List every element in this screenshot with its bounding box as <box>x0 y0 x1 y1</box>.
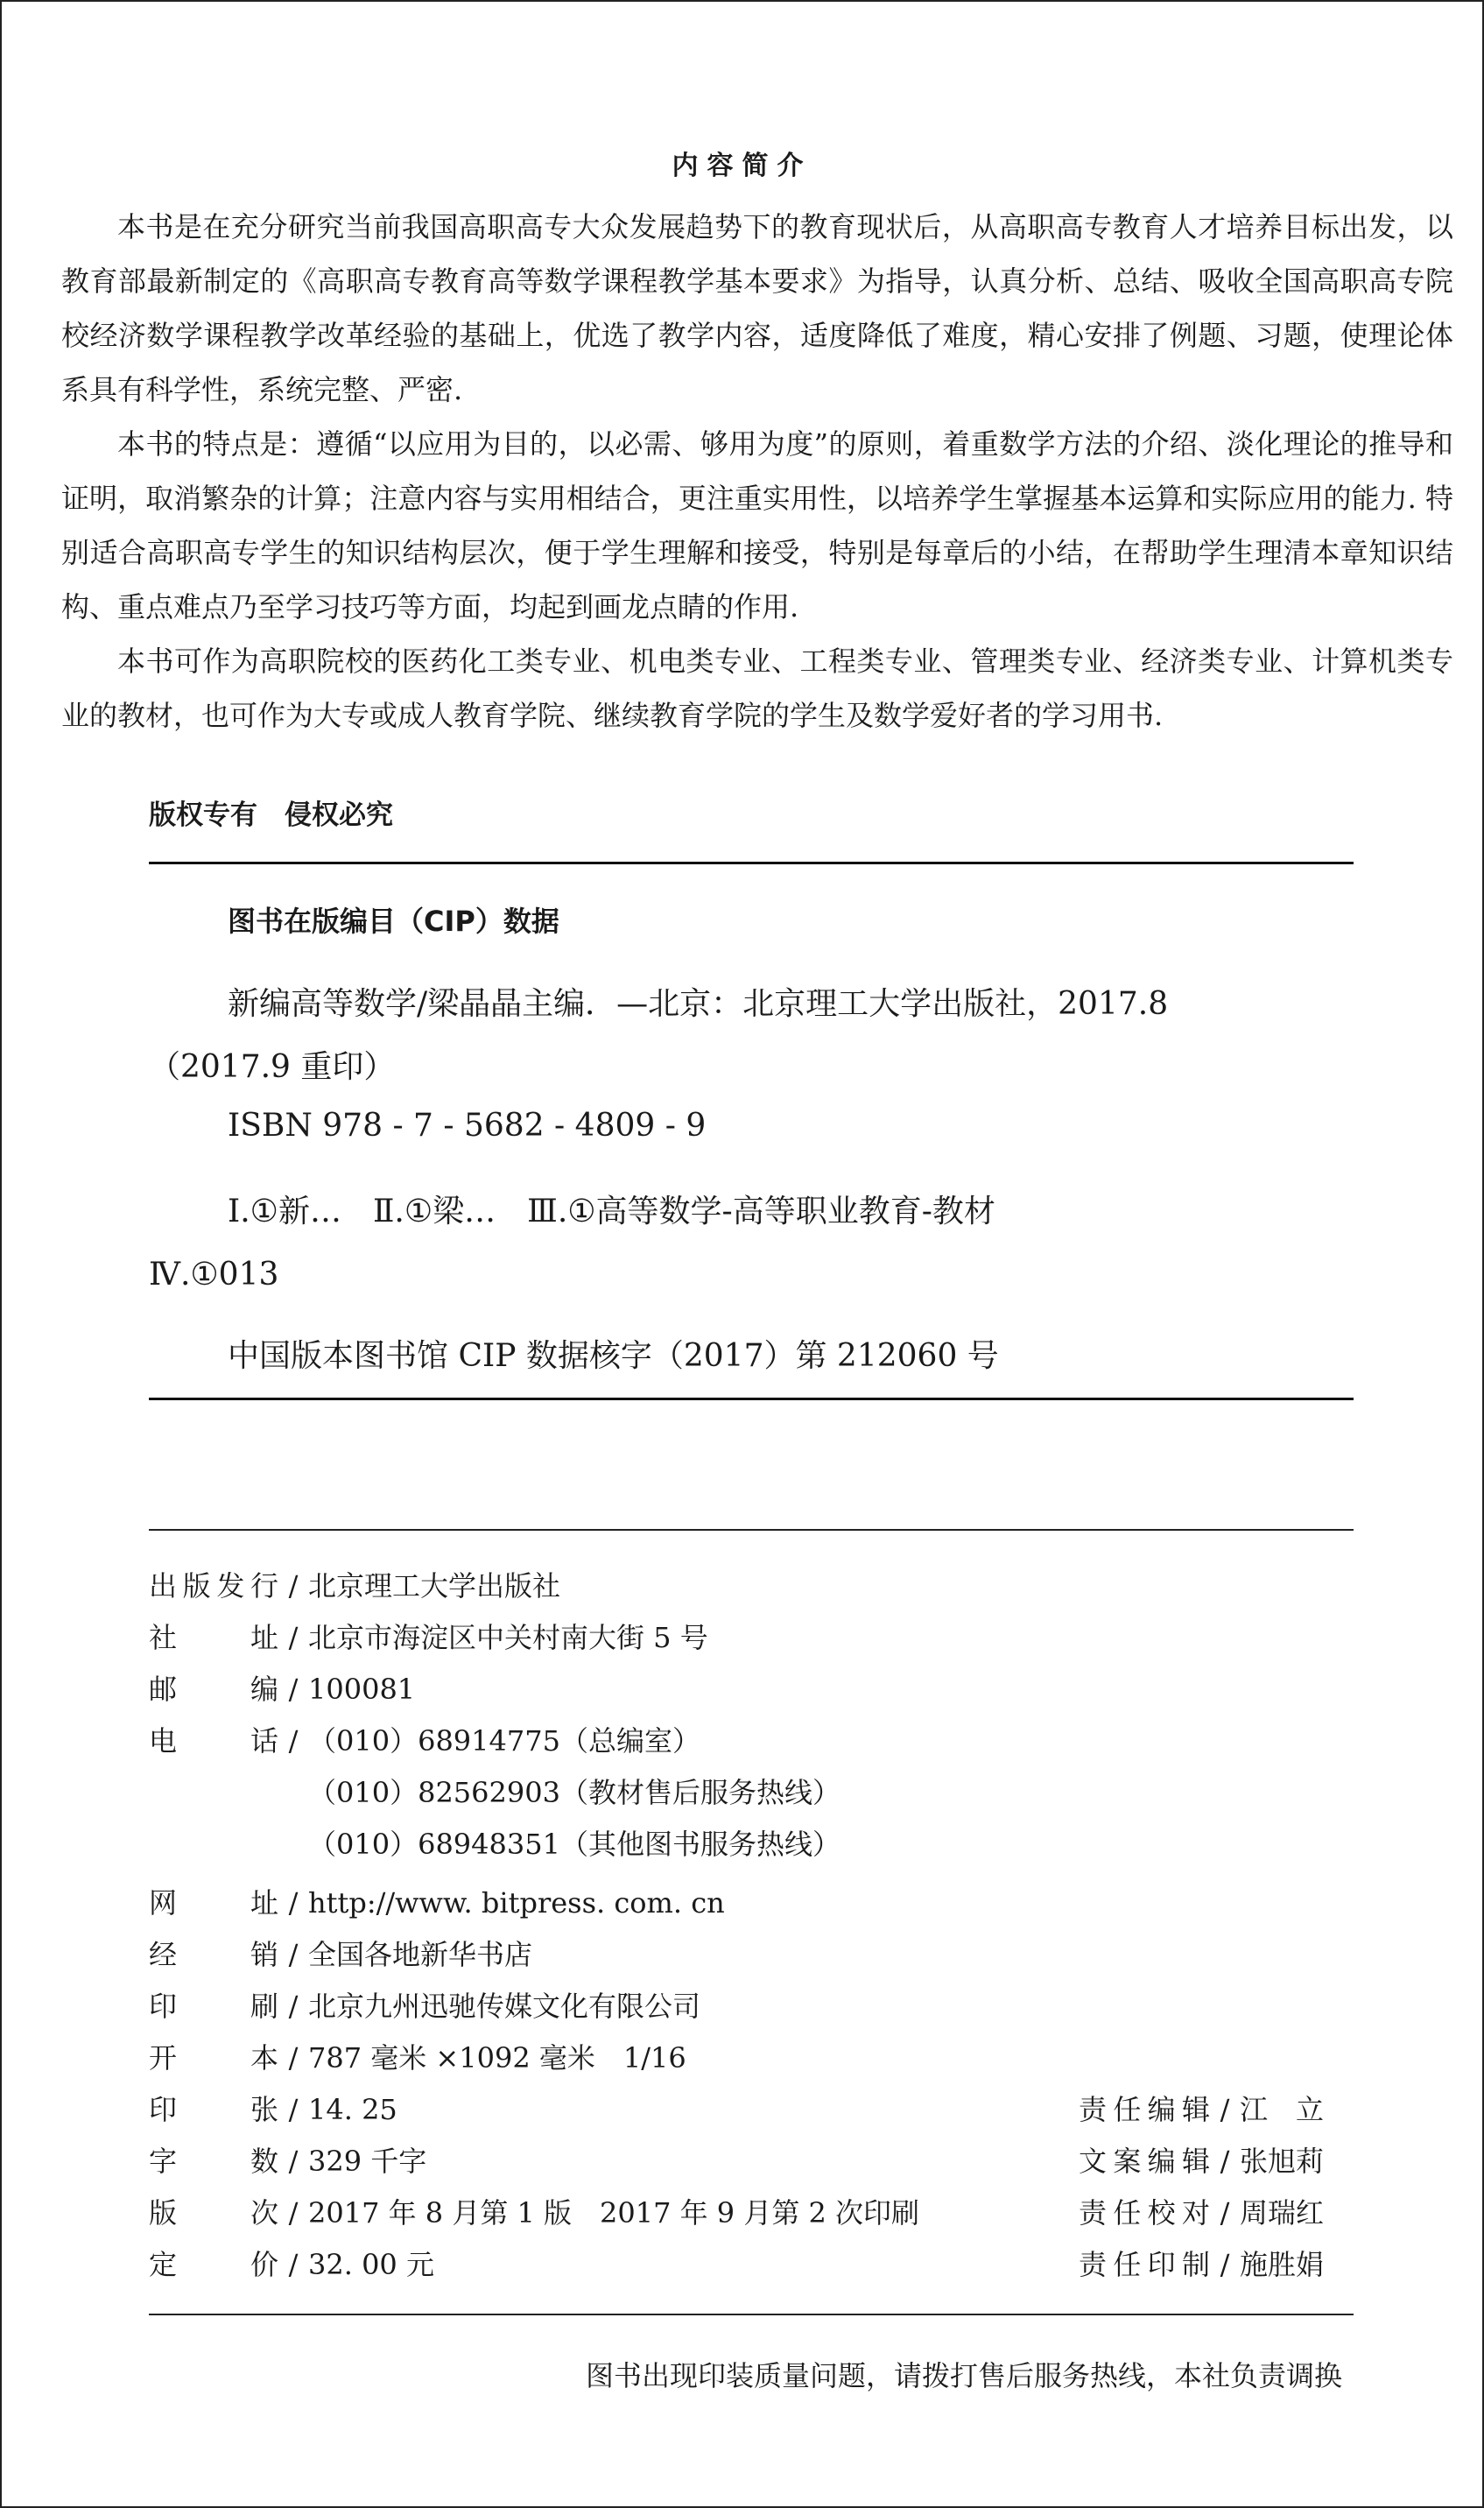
copyright-notice: 版权专有 侵权必究 <box>149 800 393 831</box>
intro-paragraph: 本书是在充分研究当前我国高职高专大众发展趋势下的教育现状后，从高职高专教育人才培养目标出发，以教育部最新制定的《高职高专教育高等数学课程教学基本要求》为指导，认真分析、总结、吸收全国高职高专院校经济数学课程教学改革经验的基础上，优选了教学内容，适度降低了难度，精心安排了例题、习题，使理论体系具有科学性，系统完整、严密. <box>61 210 1453 406</box>
separator: / <box>288 2093 299 2126</box>
printing-row <box>149 1984 700 2025</box>
intro-paragraph: 本书可作为高职院校的医药化工类专业、机电类专业、工程类专业、管理类专业、经济类专业、计算机类专业的教材，也可作为大专或成人教育学院、继续教育学院的学生及数学爱好者的学习用书. <box>61 645 1453 732</box>
cip-isbn: ISBN 978 - 7 - 5682 - 4809 - 9 <box>228 1108 707 1144</box>
separator: / <box>1220 2196 1230 2230</box>
printing-label: 印刷 <box>149 1990 278 2023</box>
staff-name: 周瑞红 <box>1240 2196 1325 2230</box>
phone-row-3 <box>308 1822 840 1863</box>
separator: / <box>288 1938 299 1971</box>
printing-value: 北京九州迅驰传媒文化有限公司 <box>308 1990 701 2023</box>
separator: / <box>288 1621 299 1654</box>
distribution-label: 经销 <box>149 1938 278 1971</box>
cip-classification-code: Ⅳ.①013 <box>149 1257 279 1293</box>
price-label: 定价 <box>149 2248 278 2281</box>
sheets-label: 印张 <box>149 2093 278 2126</box>
cip-classification: Ⅰ.①新… Ⅱ.①梁… Ⅲ.①高等数学-高等职业教育-教材 <box>228 1194 995 1229</box>
staff-name: 江 立 <box>1240 2093 1325 2126</box>
sheets-row <box>149 2088 397 2128</box>
postcode-value: 100081 <box>308 1673 416 1706</box>
separator: / <box>1220 2093 1230 2126</box>
cip-bottom-rule <box>149 1398 1354 1400</box>
staff-row-copy-editor <box>1079 2139 1324 2180</box>
phone-row-2 <box>308 1771 840 1811</box>
format-label: 开本 <box>149 2041 278 2075</box>
website-row <box>149 1881 725 1921</box>
staff-row-editor <box>1079 2088 1324 2128</box>
website-label: 网址 <box>149 1886 278 1920</box>
address-label: 社址 <box>149 1621 278 1654</box>
edition-value: 2017 年 8 月第 1 版 2017 年 9 月第 2 次印刷 <box>308 2196 920 2230</box>
publication-bottom-rule <box>149 2314 1354 2315</box>
cip-reprint-line: （2017.9 重印） <box>149 1049 396 1085</box>
cip-top-rule <box>149 862 1354 864</box>
publication-top-rule <box>149 1529 1354 1531</box>
cip-title: 图书在版编目（CIP）数据 <box>228 905 559 938</box>
staff-row-proofreader <box>1079 2191 1324 2231</box>
staff-row-print-supervisor <box>1079 2243 1324 2283</box>
cip-approval-number: 中国版本图书馆 CIP 数据核字（2017）第 212060 号 <box>228 1338 999 1374</box>
separator: / <box>288 2145 299 2178</box>
separator: / <box>288 2248 299 2281</box>
edition-row <box>149 2191 919 2231</box>
phone-value: （010）82562903（教材售后服务热线） <box>308 1776 840 1809</box>
separator: / <box>288 2041 299 2075</box>
separator: / <box>288 1673 299 1706</box>
separator: / <box>288 1569 299 1603</box>
postcode-label: 邮编 <box>149 1673 278 1706</box>
address-value: 北京市海淀区中关村南大街 5 号 <box>308 1621 708 1654</box>
quality-notice: 图书出现印装质量问题，请拨打售后服务热线，本社负责调换 <box>585 2359 1342 2392</box>
edition-label: 版次 <box>149 2196 278 2230</box>
separator: / <box>288 1990 299 2023</box>
intro-body <box>61 200 1453 743</box>
publisher-row <box>149 1564 560 1604</box>
words-row <box>149 2139 426 2180</box>
cip-bibliographic-line: 新编高等数学/梁晶晶主编．—北京：北京理工大学出版社，2017.8 <box>228 986 1169 1022</box>
staff-role: 责任印制 <box>1079 2248 1210 2281</box>
price-row <box>149 2243 434 2283</box>
postcode-row <box>149 1667 415 1708</box>
price-value: 32. 00 元 <box>308 2248 434 2281</box>
publisher-label: 出版发行 <box>149 1569 278 1603</box>
sheets-value: 14. 25 <box>308 2093 397 2126</box>
phone-value: （010）68914775（总编室） <box>308 1724 700 1758</box>
intro-paragraph: 本书的特点是：遵循“以应用为目的，以必需、够用为度”的原则，着重数学方法的介绍、淡化理论的推导和证明，取消繁杂的计算；注意内容与实用相结合，更注重实用性，以培养学生掌握基本运算和实际应用的能力. 特别适合高职高专学生的知识结构层次，便于学生理解和接受，特别是每章后的小结，在帮助学生理清本章知识结构、重点难点乃至学习技巧等方面，均起到画龙点睛的作用. <box>61 427 1453 623</box>
words-value: 329 千字 <box>308 2145 427 2178</box>
separator: / <box>288 1724 299 1758</box>
separator: / <box>288 2196 299 2230</box>
staff-role: 文案编辑 <box>1079 2145 1210 2178</box>
publisher-value: 北京理工大学出版社 <box>308 1569 561 1603</box>
staff-name: 张旭莉 <box>1240 2145 1325 2178</box>
address-row <box>149 1616 708 1656</box>
distribution-value: 全国各地新华书店 <box>308 1938 533 1971</box>
separator: / <box>1220 2248 1230 2281</box>
website-link[interactable]: http://www. bitpress. com. cn <box>308 1886 725 1920</box>
separator: / <box>288 1886 299 1920</box>
phone-row <box>149 1719 700 1759</box>
staff-role: 责任编辑 <box>1079 2093 1210 2126</box>
distribution-row <box>149 1933 532 1973</box>
phone-value: （010）68948351（其他图书服务热线） <box>308 1828 840 1861</box>
format-row <box>149 2036 686 2076</box>
intro-title: 内容简介 <box>672 151 812 181</box>
format-value: 787 毫米 ×1092 毫米 1/16 <box>308 2041 686 2075</box>
words-label: 字数 <box>149 2145 278 2178</box>
staff-role: 责任校对 <box>1079 2196 1210 2230</box>
staff-name: 施胜娟 <box>1240 2248 1325 2281</box>
phone-label: 电话 <box>149 1724 278 1758</box>
separator: / <box>1220 2145 1230 2178</box>
